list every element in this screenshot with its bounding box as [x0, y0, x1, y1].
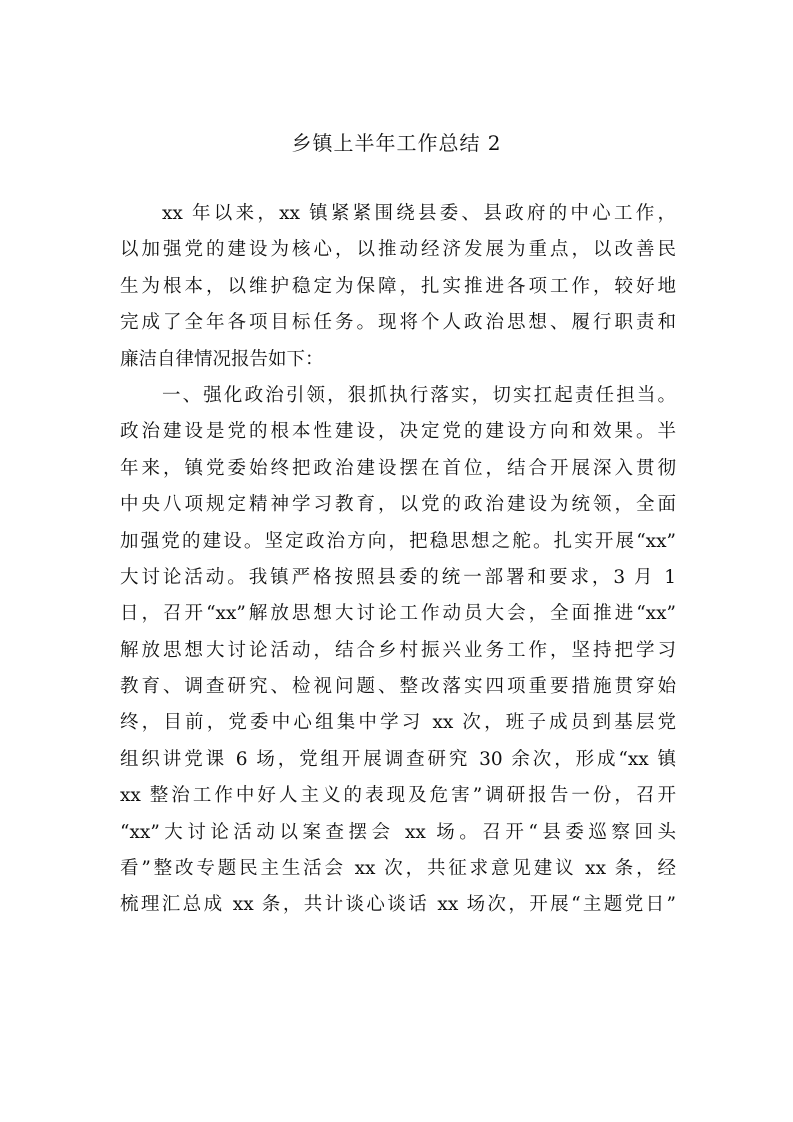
paragraph-line: 一、强化政治引领，狠抓执行落实，切实扛起责任担当。	[162, 384, 676, 406]
paragraph-line: 完成了全年各项目标任务。现将个人政治思想、履行职责和	[120, 312, 676, 334]
paragraph-line: 政治建设是党的根本性建设，决定党的建设方向和效果。半	[120, 421, 676, 443]
paragraph-line: 中央八项规定精神学习教育，以党的政治建设为统领，全面	[120, 494, 676, 516]
paragraph-line: xx 整治工作中好人主义的表现及危害”调研报告一份，召开	[120, 785, 676, 807]
paragraph-line: “xx”大讨论活动以案查摆会 xx 场。召开“县委巡察回头	[120, 821, 676, 843]
paragraph-line: 生为根本，以维护稳定为保障，扎实推进各项工作，较好地	[120, 275, 676, 297]
paragraph-line: 以加强党的建设为核心，以推动经济发展为重点，以改善民	[120, 239, 676, 261]
paragraph-line: 教育、调查研究、检视问题、整改落实四项重要措施贯穿始	[120, 676, 676, 698]
paragraph-line: 梳理汇总成 xx 条，共计谈心谈话 xx 场次，开展“主题党日”	[120, 894, 676, 916]
paragraph-line: 廉洁自律情况报告如下：	[120, 348, 324, 370]
paragraph-line: 终，目前，党委中心组集中学习 xx 次，班子成员到基层党	[120, 712, 676, 734]
document-title: 乡镇上半年工作总结 2	[291, 131, 502, 155]
paragraph-line: 加强党的建设。坚定政治方向，把稳思想之舵。扎实开展“xx”	[120, 530, 676, 552]
paragraph-line: 解放思想大讨论活动，结合乡村振兴业务工作，坚持把学习	[120, 639, 676, 661]
paragraph-line: 看”整改专题民主生活会 xx 次，共征求意见建议 xx 条，经	[120, 858, 676, 880]
paragraph-line: 日，召开“xx”解放思想大讨论工作动员大会，全面推进“xx”	[120, 603, 676, 625]
paragraph-line: 组织讲党课 6 场，党组开展调查研究 30 余次，形成“xx 镇	[120, 748, 676, 770]
paragraph-line: 大讨论活动。我镇严格按照县委的统一部署和要求，3 月 1	[120, 566, 676, 588]
document-body	[120, 196, 676, 924]
paragraph-line: 年来，镇党委始终把政治建设摆在首位，结合开展深入贯彻	[120, 457, 676, 479]
paragraph-line: xx 年以来，xx 镇紧紧围绕县委、县政府的中心工作，	[162, 203, 676, 224]
